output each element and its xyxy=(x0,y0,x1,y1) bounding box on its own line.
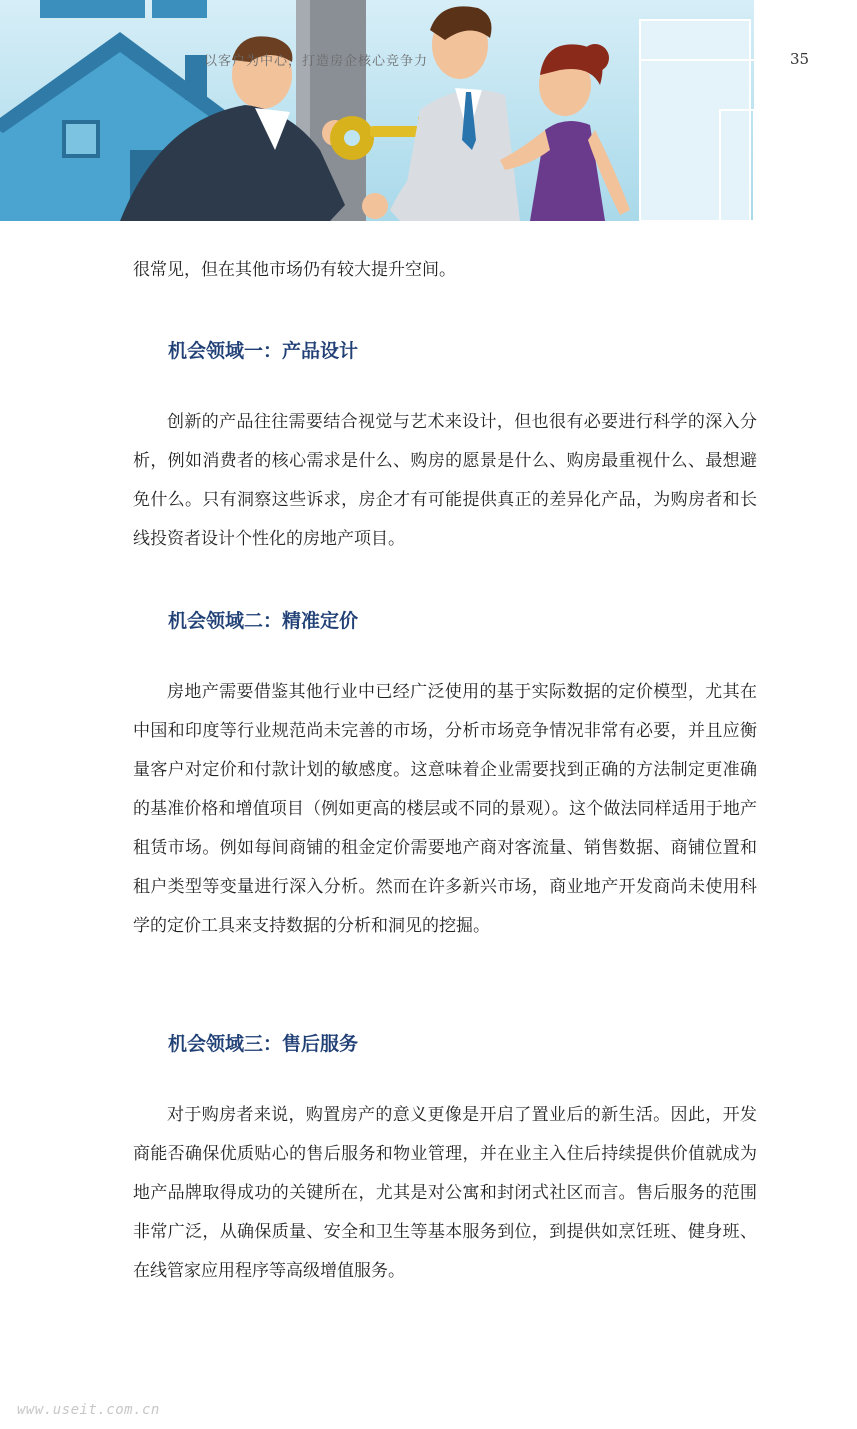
watermark: www.useit.com.cn xyxy=(17,1402,160,1418)
section-heading-product-design: 机会领域一：产品设计 xyxy=(168,340,359,362)
header-illustration xyxy=(0,0,754,221)
house-key-handover-illustration xyxy=(0,0,754,221)
running-header-title: 以客户为中心，打造房企核心竞争力 xyxy=(204,54,429,69)
section-heading-pricing: 机会领域二：精准定价 xyxy=(168,610,359,632)
page-number: 35 xyxy=(790,50,810,68)
continued-paragraph: 很常见，但在其他市场仍有较大提升空间。 xyxy=(133,260,456,280)
section-heading-after-sales: 机会领域三：售后服务 xyxy=(168,1033,359,1055)
section-body-after-sales: 对于购房者来说，购置房产的意义更像是开启了置业后的新生活。因此，开发商能否确保优质贴心的售后服务和物业管理，并在业主入住后持续提供价值就成为地产品牌取得成功的关键所在，尤其是对公寓和封闭式社区而言。售后服务的范围非常广泛，从确保质量、安全和卫生等基本服务到位，到提供如烹饪班、健身班、在线管家应用程序等高级增值服务。 xyxy=(133,1105,757,1281)
section-body-product-design: 创新的产品往往需要结合视觉与艺术来设计，但也很有必要进行科学的深入分析，例如消费者的核心需求是什么、购房的愿景是什么、购房最重视什么、最想避免什么。只有洞察这些诉求，房企才有可能提供真正的差异化产品，为购房者和长线投资者设计个性化的房地产项目。 xyxy=(133,412,757,549)
section-body-pricing: 房地产需要借鉴其他行业中已经广泛使用的基于实际数据的定价模型，尤其在中国和印度等行业规范尚未完善的市场，分析市场竞争情况非常有必要，并且应衡量客户对定价和付款计划的敏感度。这意味着企业需要找到正确的方法制定更准确的基准价格和增值项目（例如更高的楼层或不同的景观）。这个做法同样适用于地产租赁市场。例如每间商铺的租金定价需要地产商对客流量、销售数据、商铺位置和租户类型等变量进行深入分析。然而在许多新兴市场，商业地产开发商尚未使用科学的定价工具来支持数据的分析和洞见的挖掘。 xyxy=(133,682,757,936)
